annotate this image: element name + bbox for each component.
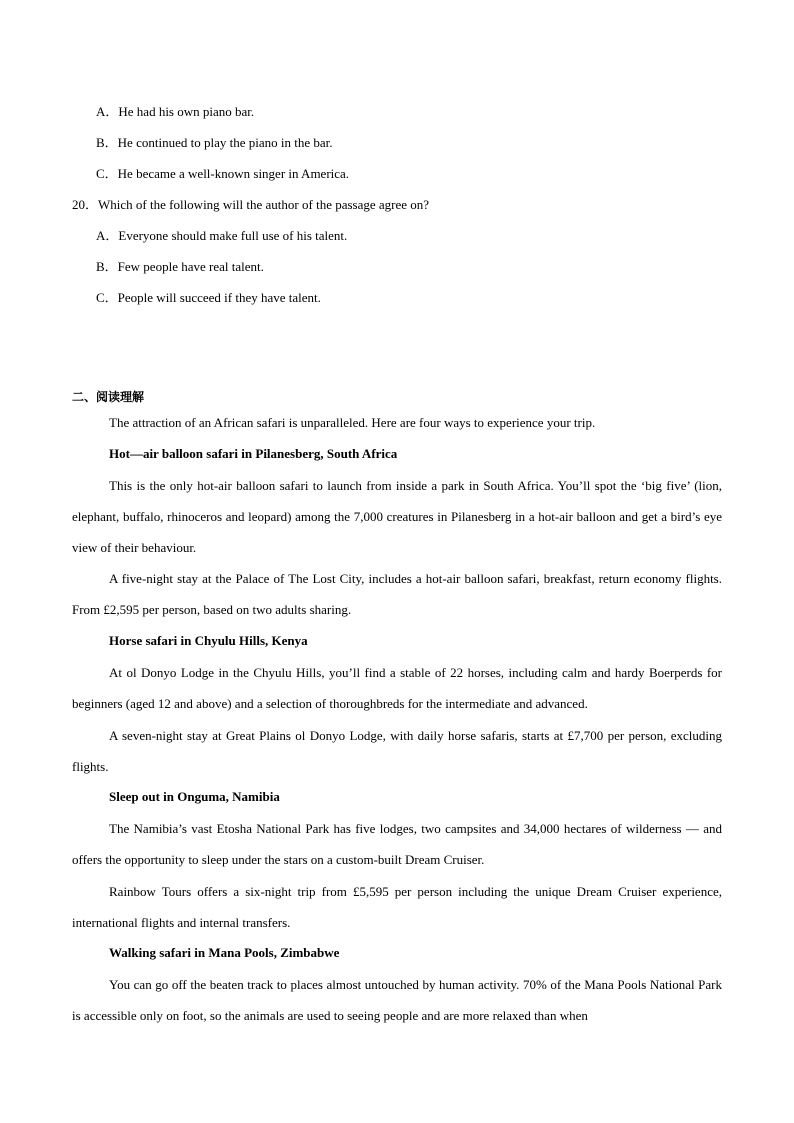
paragraph-pilanesberg-2 bbox=[72, 563, 722, 625]
paragraph-chyulu-1 bbox=[72, 657, 722, 719]
option-text: Everyone should make full use of his talent. bbox=[118, 228, 348, 243]
question-number: 20． bbox=[72, 197, 99, 212]
option-label: C． bbox=[96, 166, 118, 181]
paragraph-onguma-2 bbox=[72, 876, 722, 938]
prev-option-c bbox=[96, 166, 349, 182]
option-text: People will succeed if they have talent. bbox=[117, 290, 321, 305]
q20-option-b bbox=[96, 259, 264, 275]
option-label: B． bbox=[96, 135, 118, 150]
paragraph-text: The Namibia’s vast Etosha National Park has five lodges, two campsites and 34,000 hectares of wilderness — and offers the opportunity to sleep under the stars on a custom-built Dream Cruiser. bbox=[72, 821, 722, 867]
paragraph-onguma-1 bbox=[72, 813, 722, 875]
option-label: C． bbox=[96, 290, 118, 305]
option-label: A． bbox=[96, 104, 119, 119]
prev-option-a bbox=[96, 104, 254, 120]
part-heading-onguma: Sleep out in Onguma, Namibia bbox=[109, 789, 280, 804]
option-text: He became a well-known singer in America. bbox=[117, 166, 350, 181]
option-text: He had his own piano bar. bbox=[118, 104, 255, 119]
option-label: A． bbox=[96, 228, 119, 243]
paragraph-chyulu-2 bbox=[72, 720, 722, 782]
part-heading-mana-pools: Walking safari in Mana Pools, Zimbabwe bbox=[109, 945, 340, 960]
paragraph-text: A seven-night stay at Great Plains ol Donyo Lodge, with daily horse safaris, starts at £7,700 per person, excluding flights. bbox=[72, 728, 722, 774]
paragraph-text: This is the only hot-air balloon safari to launch from inside a park in South Africa. You’ll spot the ‘big five’ (lion, elephant, buffalo, rhinoceros and leopard) among the 7,000 creatures in Pilanesberg in a hot-air balloon and get a bird’s eye view of their behaviour. bbox=[72, 478, 722, 555]
paragraph-text: You can go off the beaten track to places almost untouched by human activity. 70% of the Mana Pools National Park is accessible only on foot, so the animals are used to seeing people and are more relaxed than when bbox=[72, 977, 722, 1023]
option-text: He continued to play the piano in the bar. bbox=[117, 135, 333, 150]
section-title: 二、阅读理解 bbox=[72, 390, 145, 404]
option-text: Few people have real talent. bbox=[117, 259, 264, 274]
part-heading-chyulu: Horse safari in Chyulu Hills, Kenya bbox=[109, 633, 308, 648]
passage-intro: The attraction of an African safari is unparalleled. Here are four ways to experience your trip. bbox=[109, 415, 596, 430]
paragraph-mana-pools-1 bbox=[72, 969, 722, 1031]
prev-option-b bbox=[96, 135, 332, 151]
question-text: Which of the following will the author of the passage agree on? bbox=[98, 197, 430, 212]
q20-option-a bbox=[96, 228, 347, 244]
option-label: B． bbox=[96, 259, 118, 274]
paragraph-text: A five-night stay at the Palace of The Lost City, includes a hot-air balloon safari, breakfast, return economy flights. From £2,595 per person, based on two adults sharing. bbox=[72, 571, 722, 617]
part-heading-pilanesberg: Hot—air balloon safari in Pilanesberg, South Africa bbox=[109, 446, 398, 461]
paragraph-text: Rainbow Tours offers a six-night trip from £5,595 per person including the unique Dream Cruiser experience, international flights and internal transfers. bbox=[72, 884, 722, 930]
q20-option-c bbox=[96, 290, 321, 306]
paragraph-pilanesberg-1 bbox=[72, 470, 722, 563]
paragraph-text: At ol Donyo Lodge in the Chyulu Hills, you’ll find a stable of 22 horses, including calm and hardy Boerperds for beginners (aged 12 and above) and a selection of thoroughbreds for the intermediate and advanced. bbox=[72, 665, 722, 711]
question-20-stem bbox=[72, 197, 429, 213]
